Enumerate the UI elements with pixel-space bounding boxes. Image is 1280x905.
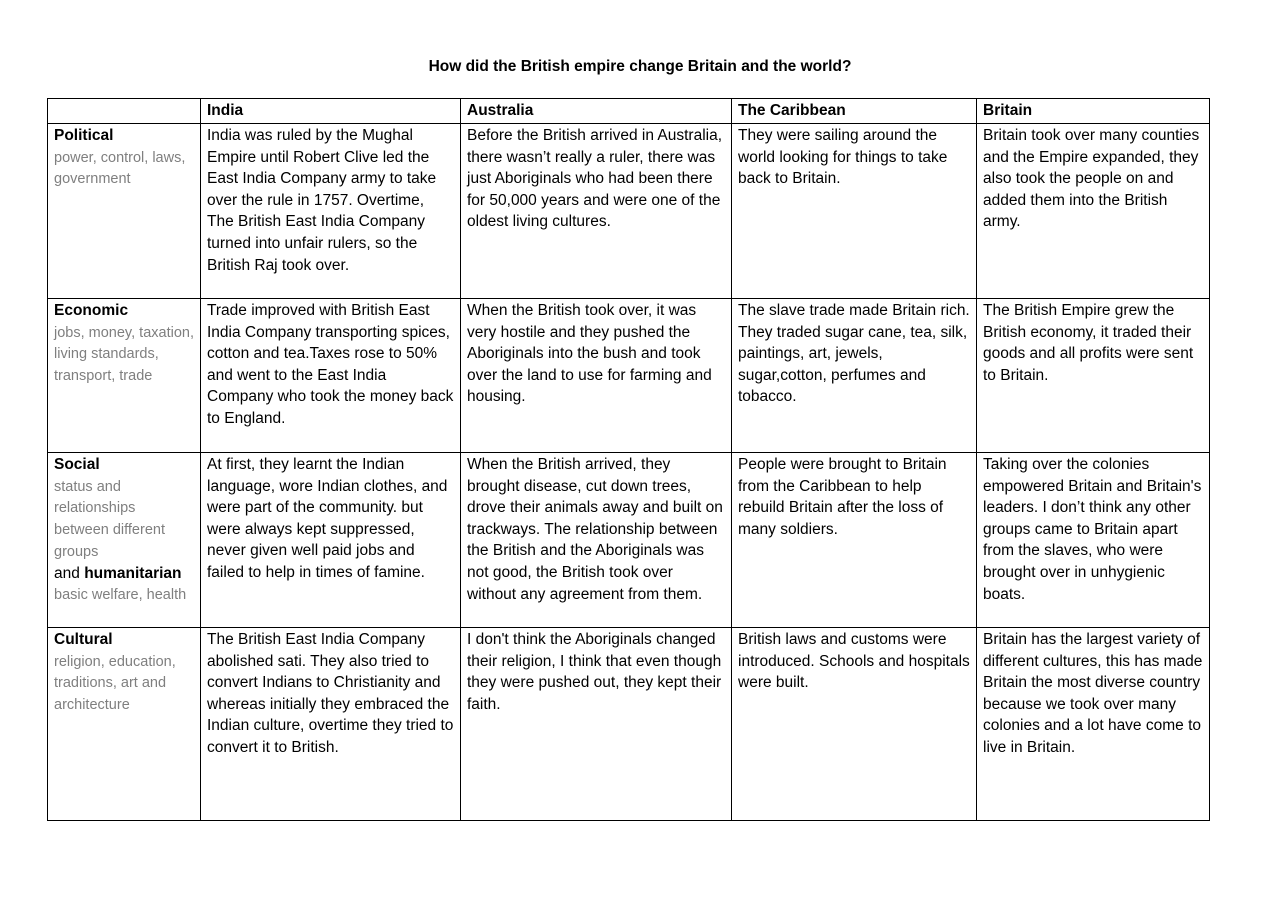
cell-political-britain: Britain took over many counties and the Empire expanded, they also took the people on and added them into the British army. <box>977 124 1210 299</box>
cell-cultural-caribbean: British laws and customs were introduced. Schools and hospitals were built. <box>732 628 977 821</box>
category-secondary-label <box>54 563 194 584</box>
category-label-humanitarian: humanitarian <box>84 564 182 582</box>
header-india: India <box>201 99 461 124</box>
category-description: religion, education, traditions, art and architecture <box>54 653 176 714</box>
cell-social-australia: When the British arrived, they brought disease, cut down trees, drove their animals away and built on trackways. The relationship between the British and the Aboriginals was not good, the British took over without any agreement from them. <box>461 453 732 628</box>
and-word: and <box>54 564 80 582</box>
header-britain: Britain <box>977 99 1210 124</box>
table-row-social <box>48 453 1210 628</box>
category-cell <box>48 299 201 453</box>
comparison-table <box>47 98 1210 821</box>
cell-cultural-india: The British East India Company abolished sati. They also tried to convert Indians to Christianity and whereas initially they embraced the Indian culture, overtime they tried to convert it to British. <box>201 628 461 821</box>
cell-political-india: India was ruled by the Mughal Empire until Robert Clive led the East India Company army to take over the rule in 1757. Overtime, The British East India Company turned into unfair rulers, so the British Raj took over. <box>201 124 461 299</box>
cell-economic-india: Trade improved with British East India Company transporting spices, cotton and tea.Taxes rose to 50% and went to the East India Company who took the money back to England. <box>201 299 461 453</box>
cell-economic-caribbean: The slave trade made Britain rich. They traded sugar cane, tea, silk, paintings, art, jewels, sugar,cotton, perfumes and tobacco. <box>732 299 977 453</box>
cell-social-india: At first, they learnt the Indian language, wore Indian clothes, and were part of the community. but were always kept suppressed, never given well paid jobs and failed to help in times of famine. <box>201 453 461 628</box>
category-label: Economic <box>54 302 129 319</box>
table-header-row <box>48 99 1210 124</box>
category-cell <box>48 453 201 628</box>
cell-political-australia: Before the British arrived in Australia, there wasn’t really a ruler, there was just Aboriginals who had been there for 50,000 years and were one of the oldest living cultures. <box>461 124 732 299</box>
cell-political-caribbean: They were sailing around the world looking for things to take back to Britain. <box>732 124 977 299</box>
category-description: jobs, money, taxation, living standards, transport, trade <box>54 324 194 385</box>
category-cell <box>48 628 201 821</box>
header-corner <box>48 99 201 124</box>
cell-social-caribbean: People were brought to Britain from the Caribbean to help rebuild Britain after the loss of many soldiers. <box>732 453 977 628</box>
cell-economic-australia: When the British took over, it was very hostile and they pushed the Aboriginals into the bush and took over the land to use for farming and housing. <box>461 299 732 453</box>
header-caribbean: The Caribbean <box>732 99 977 124</box>
category-label: Social <box>54 456 100 473</box>
cell-social-britain: Taking over the colonies empowered Britain and Britain's leaders. I don’t think any other groups came to Britain apart from the slaves, who were brought over in unhygienic boats. <box>977 453 1210 628</box>
page-title: How did the British empire change Britain and the world? <box>428 58 852 75</box>
category-cell <box>48 124 201 299</box>
category-label: Political <box>54 127 114 144</box>
category-description: power, control, laws, government <box>54 149 186 188</box>
cell-cultural-britain: Britain has the largest variety of different cultures, this has made Britain the most diverse country because we took over many colonies and a lot have come to live in Britain. <box>977 628 1210 821</box>
cell-cultural-australia: I don't think the Aboriginals changed their religion, I think that even though they were pushed out, they kept their faith. <box>461 628 732 821</box>
category-description-humanitarian: basic welfare, health <box>54 586 187 603</box>
category-description: status and relationships between different groups <box>54 478 165 560</box>
table-row-political <box>48 124 1210 299</box>
header-australia: Australia <box>461 99 732 124</box>
table-row-economic <box>48 299 1210 453</box>
category-label: Cultural <box>54 631 113 648</box>
table-row-cultural <box>48 628 1210 821</box>
cell-economic-britain: The British Empire grew the British economy, it traded their goods and all profits were sent to Britain. <box>977 299 1210 453</box>
